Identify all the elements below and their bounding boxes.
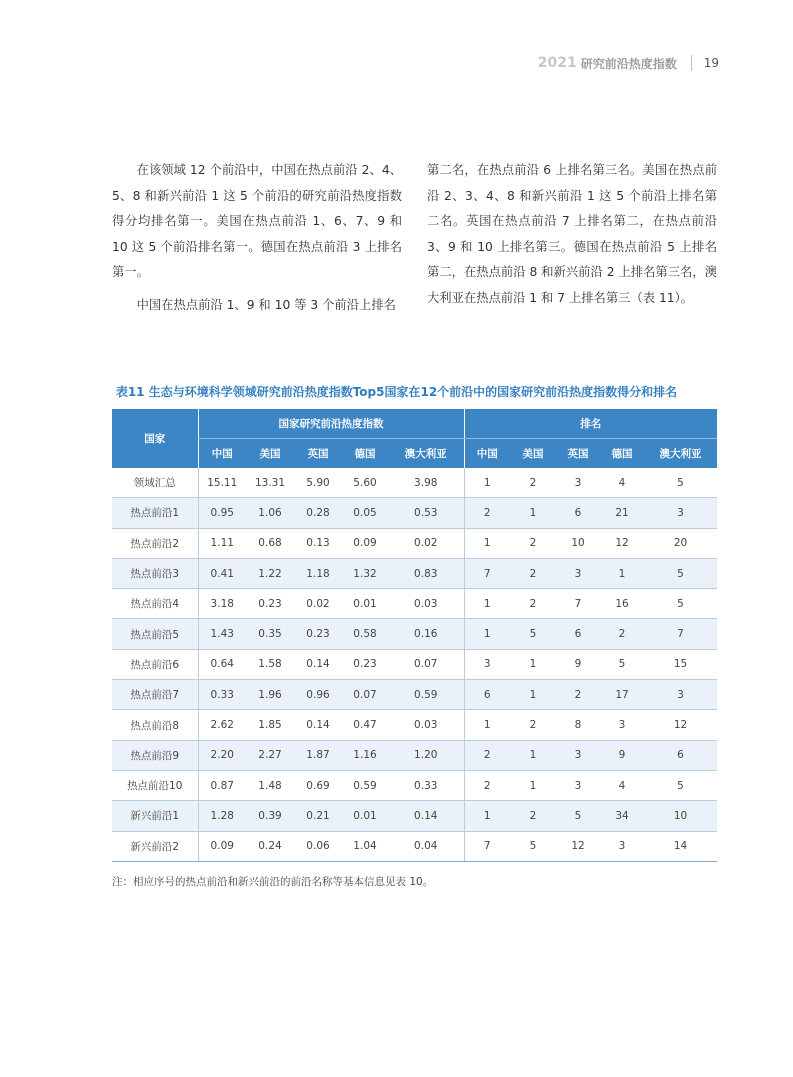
score-cell: 1.85	[246, 710, 294, 740]
score-cell: 0.59	[388, 680, 464, 710]
header-rank-col: 澳大利亚	[644, 439, 717, 469]
header-score-col: 澳大利亚	[388, 439, 464, 469]
table-row	[112, 831, 717, 861]
row-label: 热点前沿5	[112, 619, 198, 649]
rank-cell: 2	[600, 619, 644, 649]
rank-cell: 10	[644, 801, 717, 831]
score-cell: 0.95	[198, 498, 246, 528]
score-cell: 1.87	[294, 740, 342, 770]
score-cell: 5.60	[342, 468, 388, 498]
score-cell: 0.33	[388, 770, 464, 800]
rank-cell: 20	[644, 528, 717, 558]
score-cell: 0.09	[198, 831, 246, 861]
score-cell: 0.14	[294, 710, 342, 740]
header-divider	[691, 55, 692, 71]
rank-cell: 2	[510, 468, 556, 498]
header-rank-col: 英国	[556, 439, 600, 469]
row-label: 热点前沿6	[112, 649, 198, 679]
score-cell: 1.11	[198, 528, 246, 558]
table-row	[112, 680, 717, 710]
score-cell: 5.90	[294, 468, 342, 498]
rank-cell: 1	[510, 770, 556, 800]
rank-cell: 10	[556, 528, 600, 558]
table-row	[112, 740, 717, 770]
score-cell: 0.21	[294, 801, 342, 831]
score-cell: 0.53	[388, 498, 464, 528]
header-score-col: 中国	[198, 439, 246, 469]
score-cell: 0.07	[388, 649, 464, 679]
rank-cell: 4	[600, 770, 644, 800]
rank-cell: 3	[600, 710, 644, 740]
rank-cell: 6	[644, 740, 717, 770]
score-cell: 0.28	[294, 498, 342, 528]
rank-cell: 3	[644, 498, 717, 528]
score-cell: 2.20	[198, 740, 246, 770]
score-cell: 1.18	[294, 558, 342, 588]
rank-cell: 5	[644, 468, 717, 498]
header-score-col: 美国	[246, 439, 294, 469]
score-cell: 0.24	[246, 831, 294, 861]
paragraph: 中国在热点前沿 1、9 和 10 等 3 个前沿上排名	[136, 297, 396, 312]
rank-cell: 3	[644, 680, 717, 710]
table-note: 注：相应序号的热点前沿和新兴前沿的前沿名称等基本信息见表 10。	[112, 876, 434, 888]
rank-cell: 2	[510, 589, 556, 619]
table-row	[112, 589, 717, 619]
row-label: 热点前沿10	[112, 770, 198, 800]
score-cell: 0.47	[342, 710, 388, 740]
score-cell: 0.87	[198, 770, 246, 800]
rank-cell: 1	[464, 528, 510, 558]
row-label: 热点前沿3	[112, 558, 198, 588]
score-cell: 1.06	[246, 498, 294, 528]
table-row	[112, 528, 717, 558]
table-header	[112, 409, 717, 468]
row-label: 热点前沿8	[112, 710, 198, 740]
score-cell: 3.18	[198, 589, 246, 619]
rank-cell: 2	[464, 770, 510, 800]
rank-cell: 21	[600, 498, 644, 528]
rank-cell: 12	[556, 831, 600, 861]
score-cell: 0.23	[342, 649, 388, 679]
rank-cell: 1	[464, 710, 510, 740]
rank-cell: 1	[464, 468, 510, 498]
header-rank-col: 中国	[464, 439, 510, 469]
score-cell: 1.04	[342, 831, 388, 861]
table-row	[112, 710, 717, 740]
rank-cell: 5	[644, 770, 717, 800]
rank-cell: 1	[510, 649, 556, 679]
rank-cell: 2	[510, 528, 556, 558]
rank-cell: 3	[600, 831, 644, 861]
score-cell: 0.69	[294, 770, 342, 800]
rank-cell: 6	[464, 680, 510, 710]
paragraph: 在该领域 12 个前沿中，中国在热点前沿 2、4、5、8 和新兴前沿 1 这 5 个前沿的研究前沿热度指数得分均排名第一。美国在热点前沿 1、6、7、9 和 10 这 5 个前沿排名第一。德国在热点前沿 3 上排名第一。	[112, 163, 402, 280]
header-title: 研究前沿热度指数	[580, 56, 677, 71]
score-cell: 0.68	[246, 528, 294, 558]
score-cell: 3.98	[388, 468, 464, 498]
rank-cell: 3	[556, 740, 600, 770]
score-cell: 0.14	[294, 649, 342, 679]
table-row	[112, 468, 717, 498]
score-cell: 0.05	[342, 498, 388, 528]
score-cell: 0.01	[342, 589, 388, 619]
rank-cell: 6	[556, 498, 600, 528]
score-cell: 0.07	[342, 680, 388, 710]
score-cell: 1.96	[246, 680, 294, 710]
header-score-group: 国家研究前沿热度指数	[198, 409, 464, 439]
rank-cell: 1	[464, 619, 510, 649]
score-cell: 1.48	[246, 770, 294, 800]
score-cell: 0.23	[294, 619, 342, 649]
score-cell: 0.03	[388, 710, 464, 740]
score-cell: 1.28	[198, 801, 246, 831]
page-number: 19	[703, 56, 719, 70]
rank-cell: 1	[464, 589, 510, 619]
score-cell: 0.83	[388, 558, 464, 588]
table-body	[112, 468, 717, 861]
rank-cell: 15	[644, 649, 717, 679]
score-rank-table	[112, 409, 717, 862]
score-cell: 2.62	[198, 710, 246, 740]
paragraph: 第二名，在热点前沿 6 上排名第三名。美国在热点前沿 2、3、4、8 和新兴前沿 1 这 5 个前沿上排名第二名。英国在热点前沿 7 上排名第二，在热点前沿 3、9 和 10 上排名第三。德国在热点前沿 5 上排名第二，在热点前沿 8 和新兴前沿 2 上排名第三名，澳大利亚在热点前沿 1 和 7 上排名第三（表 11）。	[427, 163, 717, 305]
table-row	[112, 770, 717, 800]
table-row	[112, 801, 717, 831]
rank-cell: 7	[464, 831, 510, 861]
header-rank-group: 排名	[464, 409, 717, 439]
rank-cell: 16	[600, 589, 644, 619]
rank-cell: 12	[600, 528, 644, 558]
score-cell: 1.16	[342, 740, 388, 770]
rank-cell: 1	[464, 801, 510, 831]
score-cell: 0.39	[246, 801, 294, 831]
rank-cell: 5	[556, 801, 600, 831]
score-cell: 1.22	[246, 558, 294, 588]
score-cell: 0.03	[388, 589, 464, 619]
table-row	[112, 498, 717, 528]
text-column-left	[112, 158, 402, 326]
row-label: 领域汇总	[112, 468, 198, 498]
score-cell: 0.04	[388, 831, 464, 861]
rank-cell: 1	[600, 558, 644, 588]
rank-cell: 3	[556, 770, 600, 800]
row-label: 新兴前沿2	[112, 831, 198, 861]
rank-cell: 12	[644, 710, 717, 740]
score-cell: 0.35	[246, 619, 294, 649]
rank-cell: 34	[600, 801, 644, 831]
row-label: 热点前沿4	[112, 589, 198, 619]
running-header	[538, 52, 719, 74]
body-text	[112, 158, 717, 326]
score-cell: 0.41	[198, 558, 246, 588]
rank-cell: 2	[510, 558, 556, 588]
score-cell: 1.32	[342, 558, 388, 588]
score-cell: 0.96	[294, 680, 342, 710]
table-caption: 表11 生态与环境科学领域研究前沿热度指数Top5国家在12个前沿中的国家研究前沿热度指数得分和排名	[115, 385, 678, 399]
row-label: 新兴前沿1	[112, 801, 198, 831]
rank-cell: 7	[556, 589, 600, 619]
score-cell: 0.33	[198, 680, 246, 710]
rank-cell: 3	[464, 649, 510, 679]
score-cell: 0.59	[342, 770, 388, 800]
table-row	[112, 558, 717, 588]
rank-cell: 6	[556, 619, 600, 649]
rank-cell: 1	[510, 740, 556, 770]
rank-cell: 7	[644, 619, 717, 649]
rank-cell: 8	[556, 710, 600, 740]
score-cell: 1.43	[198, 619, 246, 649]
text-column-right	[427, 158, 717, 326]
rank-cell: 5	[600, 649, 644, 679]
header-country: 国家	[112, 409, 198, 468]
rank-cell: 5	[644, 589, 717, 619]
score-cell: 0.14	[388, 801, 464, 831]
rank-cell: 5	[644, 558, 717, 588]
score-cell: 0.02	[388, 528, 464, 558]
score-cell: 0.09	[342, 528, 388, 558]
row-label: 热点前沿7	[112, 680, 198, 710]
header-score-col: 德国	[342, 439, 388, 469]
score-cell: 2.27	[246, 740, 294, 770]
rank-cell: 2	[510, 710, 556, 740]
table-row	[112, 619, 717, 649]
score-cell: 1.20	[388, 740, 464, 770]
rank-cell: 5	[510, 831, 556, 861]
rank-cell: 1	[510, 680, 556, 710]
rank-cell: 3	[556, 558, 600, 588]
row-label: 热点前沿2	[112, 528, 198, 558]
rank-cell: 17	[600, 680, 644, 710]
rank-cell: 2	[464, 498, 510, 528]
rank-cell: 7	[464, 558, 510, 588]
score-cell: 15.11	[198, 468, 246, 498]
rank-cell: 2	[464, 740, 510, 770]
header-rank-col: 德国	[600, 439, 644, 469]
rank-cell: 2	[556, 680, 600, 710]
score-cell: 13.31	[246, 468, 294, 498]
rank-cell: 3	[556, 468, 600, 498]
header-rank-col: 美国	[510, 439, 556, 469]
rank-cell: 5	[510, 619, 556, 649]
score-cell: 0.64	[198, 649, 246, 679]
score-cell: 0.02	[294, 589, 342, 619]
score-cell: 0.16	[388, 619, 464, 649]
rank-cell: 4	[600, 468, 644, 498]
score-cell: 0.58	[342, 619, 388, 649]
table-row	[112, 649, 717, 679]
score-cell: 0.01	[342, 801, 388, 831]
score-cell: 0.13	[294, 528, 342, 558]
row-label: 热点前沿9	[112, 740, 198, 770]
rank-cell: 1	[510, 498, 556, 528]
rank-cell: 9	[556, 649, 600, 679]
header-year: 2021	[537, 55, 577, 71]
score-cell: 0.23	[246, 589, 294, 619]
score-cell: 1.58	[246, 649, 294, 679]
row-label: 热点前沿1	[112, 498, 198, 528]
rank-cell: 2	[510, 801, 556, 831]
rank-cell: 9	[600, 740, 644, 770]
rank-cell: 14	[644, 831, 717, 861]
score-cell: 0.06	[294, 831, 342, 861]
header-score-col: 英国	[294, 439, 342, 469]
